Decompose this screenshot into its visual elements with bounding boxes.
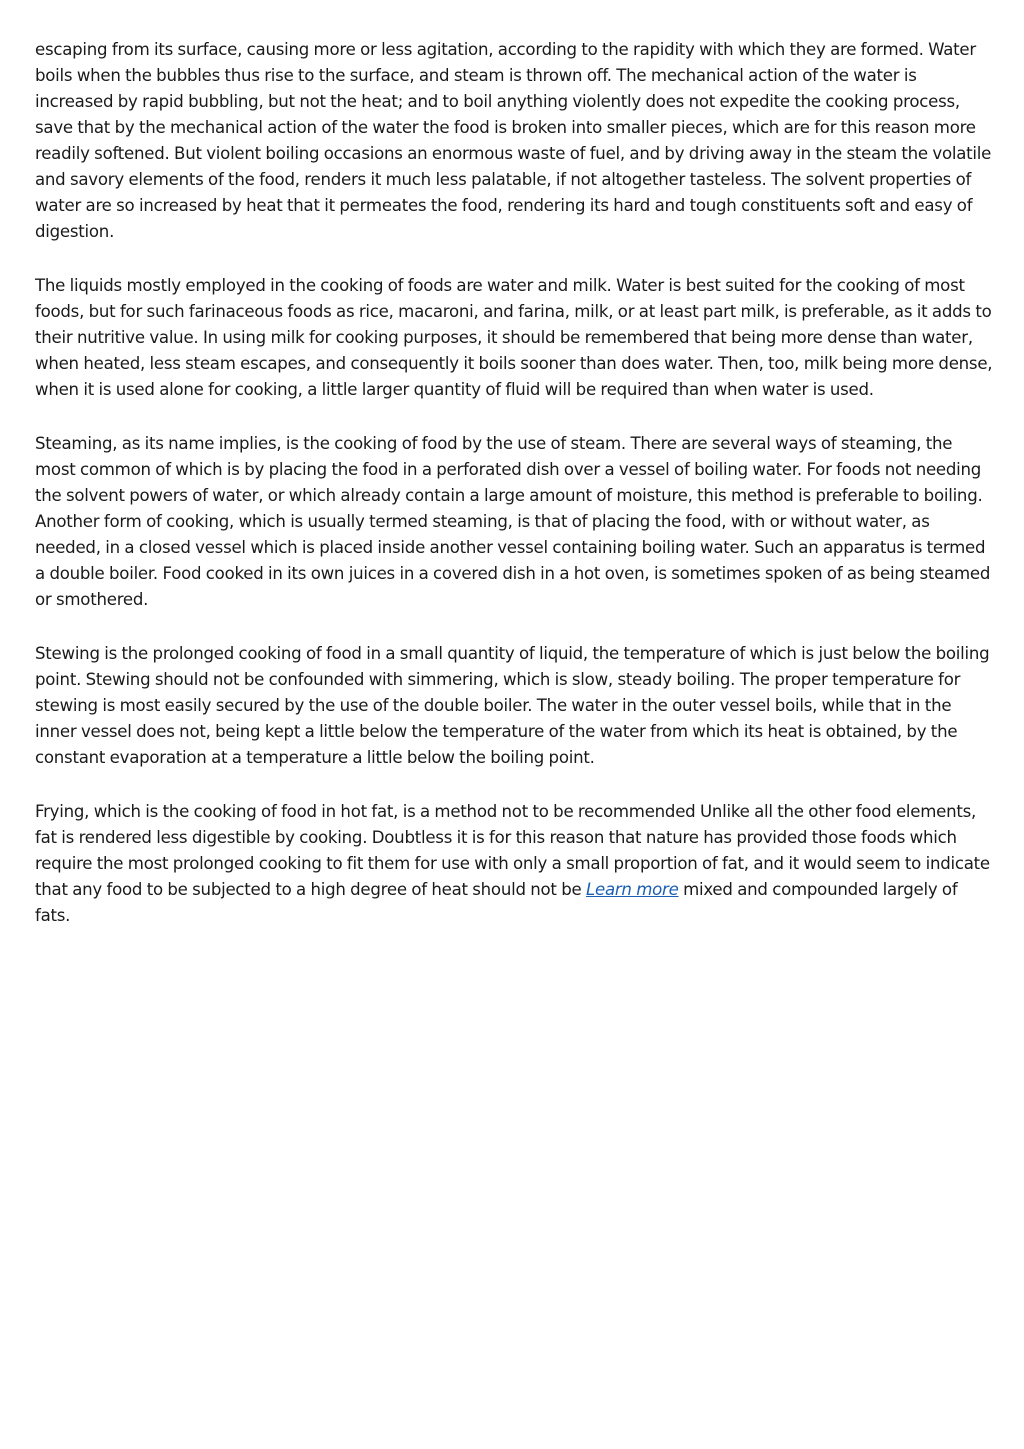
paragraph-steaming: Steaming, as its name implies, is the cooking of food by the use of steam. There are several ways of steaming, the most common of which is by placing the food in a perforated dish over a vessel of boiling water. For foods not needing the solvent powers of water, or which already contain a large amount of moisture, this method is preferable to boiling. Another form of cooking, which is usually termed steaming, is that of placing the food, with or without water, as needed, in a closed vessel which is placed inside another vessel containing boiling water. Such an apparatus is termed a double boiler. Food cooked in its own juices in a covered dish in a hot oven, is sometimes spoken of as being steamed or smothered.	[35, 434, 991, 609]
paragraph-frying-text-end: mixed and compounded largely of fats.	[35, 880, 958, 925]
learn-more-link[interactable]: Learn more	[585, 880, 679, 899]
paragraph-liquids: The liquids mostly employed in the cooking of foods are water and milk. Water is best suited for the cooking of most foods, but for such farinaceous foods as rice, macaroni, and farina, milk, or at least part milk, is preferable, as it adds to their nutritive value. In using milk for cooking purposes, it should be remembered that being more dense than water, when heated, less steam escapes, and consequently it boils sooner than does water. Then, too, milk being more dense, when it is used alone for cooking, a little larger quantity of fluid will be required than when water is used.	[35, 276, 993, 399]
paragraph-boiling: escaping from its surface, causing more or less agitation, according to the rapidity with which they are formed. Water boils when the bubbles thus rise to the surface, and steam is thrown off. The mechanical action of the water is increased by rapid bubbling, but not the heat; and to boil anything violently does not expedite the cooking process, save that by the mechanical action of the water the food is broken into smaller pieces, which are for this reason more readily softened. But violent boiling occasions an enormous waste of fuel, and by driving away in the steam the volatile and savory elements of the food, renders it much less palatable, if not altogether tasteless. The solvent properties of water are so increased by heat that it permeates the food, rendering its hard and tough constituents soft and easy of digestion.	[35, 40, 992, 241]
document-body	[35, 37, 993, 957]
paragraph-frying-text-start: Frying, which is the cooking of food in hot fat, is a method not to be recommended Unlike all the other food elements, fat is rendered less digestible by cooking. Doubtless it is for this reason that nature has provided those foods which require the most prolonged cooking to fit them for use with only a small proportion of fat, and it would seem to indicate that any food to be subjected to a high degree of heat should not be	[35, 802, 990, 899]
paragraph-stewing: Stewing is the prolonged cooking of food in a small quantity of liquid, the temperature of which is just below the boiling point. Stewing should not be confounded with simmering, which is slow, steady boiling. The proper temperature for stewing is most easily secured by the use of the double boiler. The water in the outer vessel boils, while that in the inner vessel does not, being kept a little below the temperature of the water from which its heat is obtained, by the constant evaporation at a temperature a little below the boiling point.	[35, 644, 990, 767]
paragraph-frying	[35, 799, 993, 929]
